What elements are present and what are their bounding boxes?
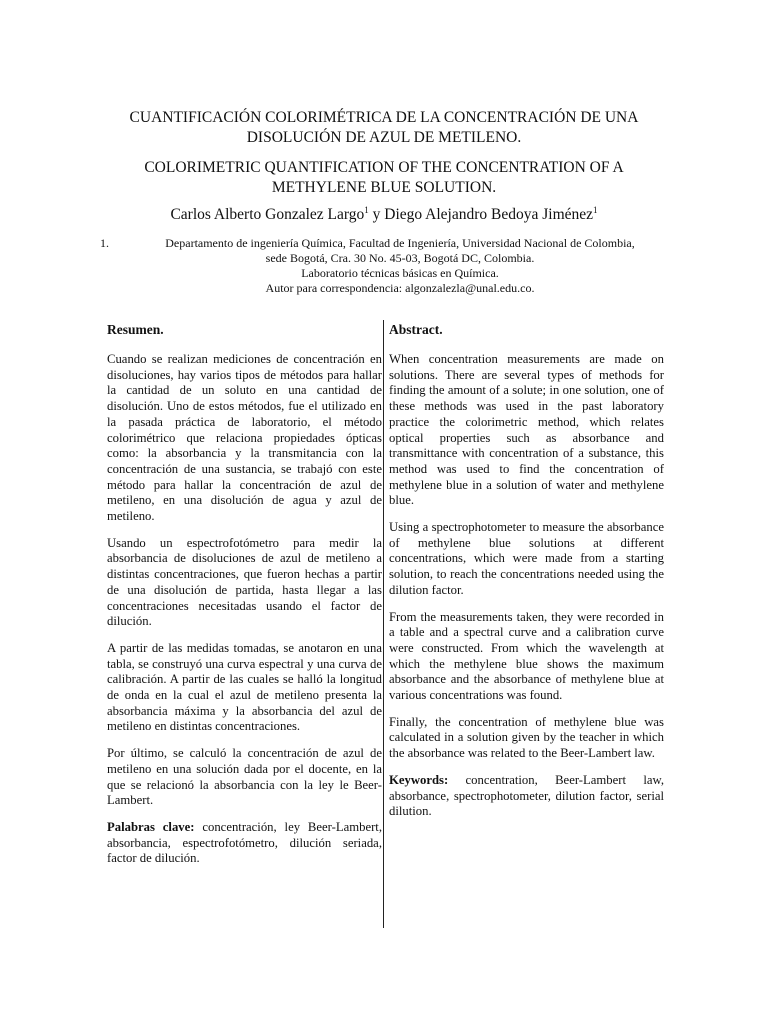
affiliation-line-2: sede Bogotá, Cra. 30 No. 45-03, Bogotá DC, Colombia. (265, 251, 535, 265)
authors-line (0, 206, 768, 224)
affiliation-line-1: Departamento de ingeniería Química, Facultad de Ingeniería, Universidad Nacional de Colombia, (165, 236, 635, 250)
author-1: Carlos Alberto Gonzalez Largo (170, 206, 365, 223)
abstract-heading: Abstract. (389, 322, 443, 337)
affiliation-line-4: Autor para correspondencia: algonzalezla@unal.edu.co. (265, 281, 535, 295)
palabras-clave-text: concentración, ley Beer-Lambert, absorbancia, espectrofotómetro, dilución seriada, factor de dilución. (107, 819, 382, 866)
author-2: Diego Alejandro Bedoya Jiménez (384, 206, 594, 223)
authors-connector: y (368, 206, 385, 223)
column-divider (383, 320, 384, 928)
abstract-paragraph: From the measurements taken, they were recorded in a table and a spectral curve and a calibration curve were constructed. From which the wavelength at which the methylene blue shows the maximum absorbance and the absorbance of methylene blue at various concentrations was found. (389, 609, 664, 703)
palabras-clave (107, 820, 382, 867)
resumen-heading: Resumen. (107, 322, 164, 337)
author-2-affil-marker: 1 (593, 204, 598, 215)
resumen-column (107, 322, 382, 878)
title-english: COLORIMETRIC QUANTIFICATION OF THE CONCENTRATION OF A METHYLENE BLUE SOLUTION. (144, 159, 624, 196)
resumen-paragraph: Usando un espectrofotómetro para medir la absorbancia de disoluciones de azul de metileno a distintas concentraciones, que fueron hechas a partir de una disolución de partida, hasta llegar a las concentraciones necesitadas usando el factor de dilución. (107, 535, 382, 629)
keywords (389, 773, 664, 820)
abstract-paragraph: Using a spectrophotometer to measure the absorbance of methylene blue solutions at different concentrations, which were made from a starting solution, to reach the concentrations needed using the dilution factor. (389, 520, 664, 597)
affiliation-block (100, 236, 670, 296)
resumen-paragraph: A partir de las medidas tomadas, se anotaron en una tabla, se construyó una curva espectral y una curva de calibración. A partir de las cuales se halló la longitud de onda en la cual el azul de metileno presenta la absorbancia máxima y la absorbancia del azul de metileno en distintas concentraciones. (107, 640, 382, 734)
abstract-paragraph: When concentration measurements are made on solutions. There are several types of methods for finding the amount of a solute; in one solution, one of these methods was used in the past laboratory practice the colorimetric method, which relates optical properties such as absorbance and transmittance with concentration of a substance, this method was used to find the concentration of methylene blue in a solution of water and methylene blue. (389, 352, 664, 508)
resumen-paragraph: Cuando se realizan mediciones de concentración en disoluciones, hay varios tipos de métodos para hallar la cantidad de un soluto en una cantidad de disolución. Uno de estos métodos, fue el utilizado en la pasada práctica de laboratorio, el método colorimétrico que relaciona propiedades ópticas como: la absorbancia y la transmitancia con la concentración de una sustancia, se trabajó con este método para hallar la concentración de azul de metileno, en una disolución de agua y azul de metileno. (107, 352, 382, 524)
keywords-text: concentration, Beer-Lambert law, absorbance, spectrophotometer, dilution factor, serial dilution. (389, 772, 664, 819)
resumen-paragraph: Por último, se calculó la concentración de azul de metileno en una solución dada por el docente, en la que se relacionó la absorbancia con la ley le Beer-Lambert. (107, 746, 382, 808)
abstract-column (389, 322, 664, 831)
author-1-affil-marker: 1 (364, 204, 369, 215)
abstract-paragraph: Finally, the concentration of methylene blue was calculated in a solution given by the teacher in which the absorbance was related to the Beer-Lambert law. (389, 714, 664, 761)
affiliation-line-3: Laboratorio técnicas básicas en Química. (301, 266, 499, 280)
palabras-clave-label: Palabras clave: (107, 819, 195, 834)
affiliation-number: 1. (100, 236, 109, 250)
keywords-label: Keywords: (389, 772, 449, 787)
title-spanish: CUANTIFICACIÓN COLORIMÉTRICA DE LA CONCENTRACIÓN DE UNA DISOLUCIÓN DE AZUL DE METILENO. (129, 109, 639, 146)
